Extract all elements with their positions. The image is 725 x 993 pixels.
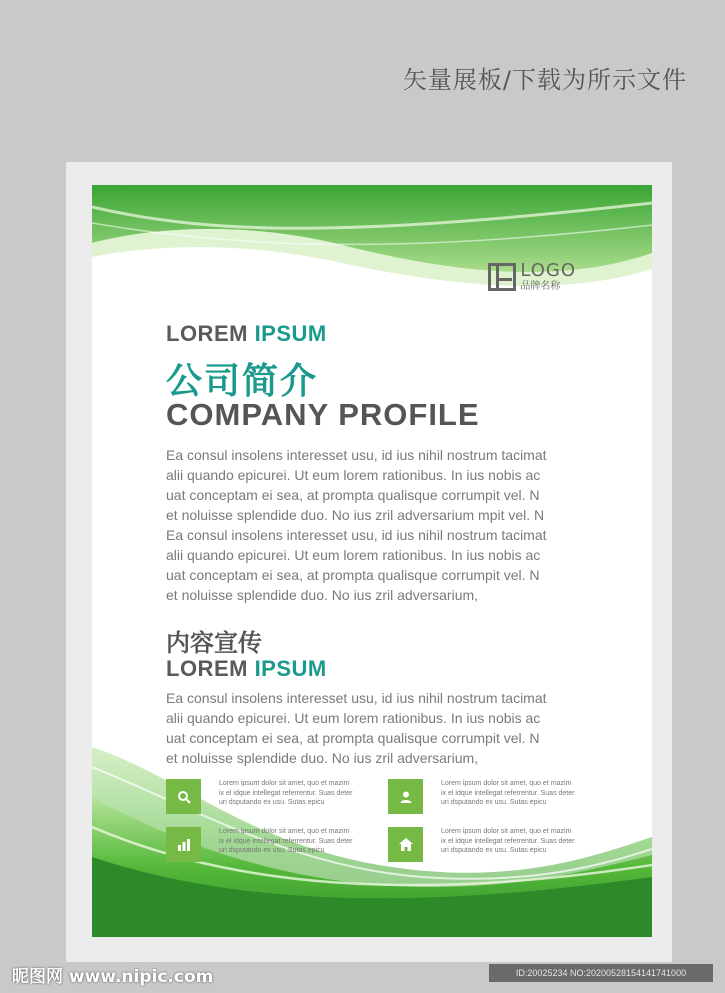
kicker-gray: LOREM (166, 321, 255, 346)
logo-mark-icon (488, 263, 516, 291)
para-line: uat conceptam ei sea, at prompta qualisque corrumpit vel. N (166, 567, 540, 583)
feature-text-line: ix el idque intellegat referrentur. Suas deter (441, 789, 575, 797)
para-line: Ea consul insolens interesset usu, id ius nihil nostrum tacimat (166, 447, 547, 463)
feature-text-line: ix el idque intellegat referrentur. Suas deter (219, 837, 353, 845)
image-id-bar: ID:20025234 NO:20200528154141741000 (489, 964, 713, 982)
feature-item (388, 827, 574, 862)
poster (92, 185, 652, 937)
para-line: alii quando epicurei. Ut eum lorem rationibus. In ius nobis ac (166, 710, 541, 726)
kicker-gray: LOREM (166, 656, 255, 681)
home-icon (388, 827, 423, 862)
feature-text-line: Lorem ipsum dolor sit amet, quo et mazim (441, 828, 572, 835)
para-line: et noluisse splendide duo. No ius zril adversarium, (166, 587, 479, 603)
kicker-teal: IPSUM (254, 656, 327, 681)
feature-item (166, 827, 352, 862)
feature-text-line: ix el idque intellegat referrentur. Suas deter (219, 789, 353, 797)
user-icon (388, 779, 423, 814)
feature-item (388, 779, 574, 814)
section2-title-cn: 内容宣传 (166, 629, 262, 657)
para-line: alii quando epicurei. Ut eum lorem rationibus. In ius nobis ac (166, 547, 541, 563)
section1-paragraph (166, 445, 586, 605)
search-icon (166, 779, 201, 814)
para-line: et noluisse splendide duo. No ius zril adversarium, (166, 750, 479, 766)
feature-text-line: uri dsputando ex usu. Sutas epicu (219, 799, 325, 806)
feature-text-line: ix el idque intellegat referrentur. Suas deter (441, 837, 575, 845)
title-en: COMPANY PROFILE (166, 397, 480, 432)
logo-word: LOGO (520, 260, 576, 281)
feature-text-line: Lorem ipsum dolor sit amet, quo et mazim (219, 828, 350, 835)
para-line: alii quando epicurei. Ut eum lorem rationibus. In ius nobis ac (166, 467, 541, 483)
para-line: uat conceptam ei sea, at prompta qualisque corrumpit vel. N (166, 487, 540, 503)
logo-subtitle: 品牌名称 (520, 281, 561, 292)
section2-kicker (166, 656, 327, 682)
feature-text-line: uri dsputando ex usu. Sutas epicu (219, 847, 325, 854)
feature-text-line: uri dsputando ex usu. Sutas epicu (441, 799, 547, 806)
kicker-teal: IPSUM (254, 321, 327, 346)
feature-text-line: Lorem ipsum dolor sit amet, quo et mazim (219, 780, 350, 787)
section1-kicker (166, 321, 327, 347)
feature-item (166, 779, 352, 814)
feature-text-line: Lorem ipsum dolor sit amet, quo et mazim (441, 780, 572, 787)
title-cn: 公司简介 (166, 361, 319, 402)
para-line: Ea consul insolens interesset usu, id ius nihil nostrum tacimat (166, 690, 547, 706)
brand-logo (488, 262, 576, 292)
para-line: uat conceptam ei sea, at prompta qualisque corrumpit vel. N (166, 730, 540, 746)
feature-text-line: uri dsputando ex usu. Sutas epicu (441, 847, 547, 854)
para-line: Ea consul insolens interesset usu, id ius nihil nostrum tacimat (166, 527, 547, 543)
header-caption: 矢量展板/下载为所示文件 (402, 66, 687, 94)
para-line: et noluisse splendide duo. No ius zril adversarium mpit vel. N (166, 507, 545, 523)
chart-icon (166, 827, 201, 862)
watermark-logo: 昵图网 www.nipic.com (12, 967, 214, 987)
